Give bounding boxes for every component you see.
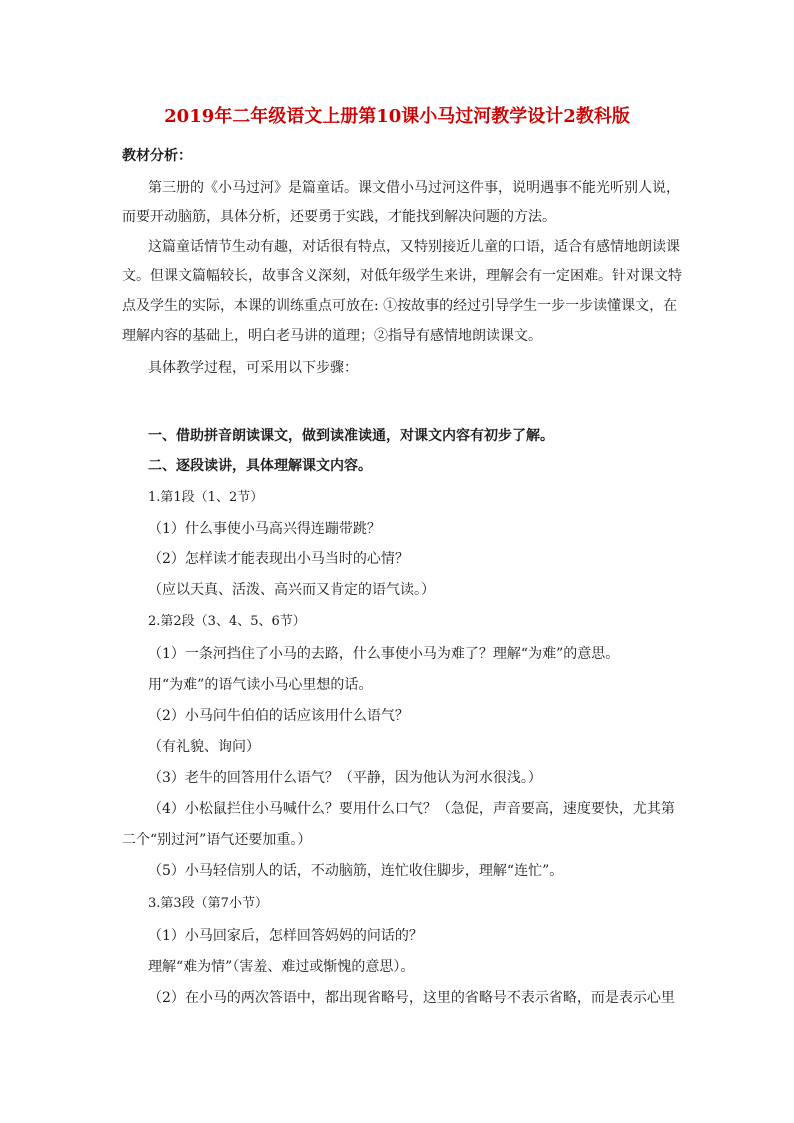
paragraph-line: 文。但课文篇幅较长，故事含义深刻，对低年级学生来讲，理解会有一定困难。针对课文特 [122,268,682,284]
paragraph-line: 这篇童话情节生动有趣，对话很有特点，又特别接近儿童的口语，适合有感情地朗读课 [148,239,680,255]
question-line: （2）小马问牛伯伯的话应该用什么语气？ [148,708,409,724]
question-line: （2）怎样读才能表现出小马当时的心情？ [148,551,409,567]
question-line: 理解“难为情”（害羞、难过或惭愧的意思）。 [148,959,415,975]
note-line: （有礼貌、询问） [148,739,260,755]
paragraph-line: 而要开动脑筋，具体分析，还要勇于实践，才能找到解决问题的方法。 [122,209,556,225]
subsection-heading: 1.第1段（1、2节） [148,490,264,505]
step-heading: 二、逐段读讲，具体理解课文内容。 [148,458,372,474]
subsection-heading: 2.第2段（3、4、5、6节） [148,614,306,629]
section-heading: 教材分析： [122,148,192,164]
question-line: （2）在小马的两次答语中，都出现省略号，这里的省略号不表示省略，而是表示心里 [148,990,675,1006]
question-line: 用“为难”的语气读小马心里想的话。 [148,677,373,693]
question-line: （1）什么事使小马高兴得连蹦带跳？ [148,521,381,537]
paragraph-line: 具体教学过程，可采用以下步骤： [148,360,358,376]
question-line: （4）小松鼠拦住小马喊什么？要用什么口气？（急促，声音要高，速度要快，尤其第 [148,801,675,817]
subsection-heading: 3.第3段（第7小节） [148,896,268,911]
paragraph-line: 点及学生的实际，本课的训练重点可放在: ①按故事的经过引导学生一步一步读懂课文，在 [122,298,678,314]
question-line: 二个“别过河”语气还要加重。） [122,832,312,848]
note-line: （应以天真、活泼、高兴而又肯定的语气读。） [148,582,435,598]
question-line: （1）一条河挡住了小马的去路，什么事使小马为难了？理解“为难”的意思。 [148,646,620,662]
question-line: （1）小马回家后，怎样回答妈妈的问话的？ [148,928,423,944]
step-heading: 一、借助拼音朗读课文，做到读准读通，对课文内容有初步了解。 [148,428,554,444]
document-title: 2019年二年级语文上册第10课小马过河教学设计2教科版 [164,106,630,127]
question-line: （3）老牛的回答用什么语气？（平静，因为他认为河水很浅。） [148,770,542,786]
paragraph-line: 理解内容的基础上，明白老马讲的道理；②指导有感情地朗读课文。 [122,328,542,344]
question-line: （5）小马轻信别人的话，不动脑筋，连忙收住脚步，理解“连忙”。 [148,863,564,879]
paragraph-line: 第三册的《小马过河》是篇童话。课文借小马过河这件事，说明遇事不能光听别人说， [148,180,680,196]
